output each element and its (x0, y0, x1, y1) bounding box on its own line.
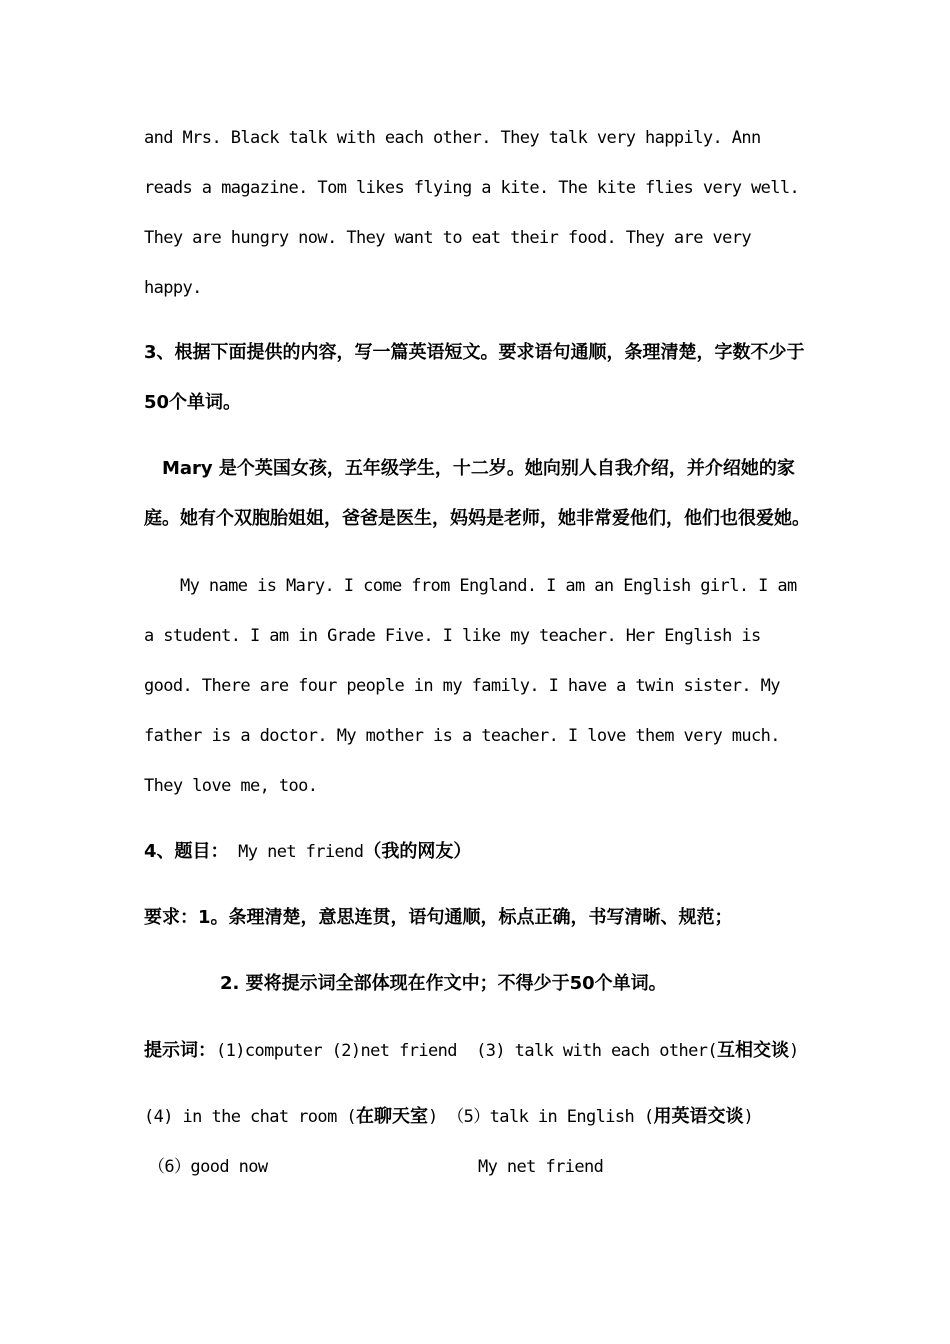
hint-line-1 (144, 1039, 799, 1063)
passage-line: reads a magazine. Tom likes flying a kite. The kite flies very well. (144, 178, 800, 198)
passage-line: happy. (144, 278, 202, 298)
hint-cn: 用英语交谈 (653, 1106, 744, 1127)
question3-prompt-cont: 50个单词。 (144, 392, 242, 413)
hint-text: (1)computer (2)net friend (3) talk with each other( (216, 1041, 718, 1061)
hints-label: 提示词： (144, 1040, 216, 1061)
question4-number: 4、题目： (144, 841, 229, 862)
passage-line: and Mrs. Black talk with each other. They talk very happily. Ann (144, 128, 761, 148)
question3-info: Mary 是个英国女孩，五年级学生，十二岁。她向别人自我介绍，并介绍她的家 (162, 458, 795, 479)
essay-title: My net friend (478, 1157, 604, 1177)
answer-line: My name is Mary. I come from England. I am an English girl. I am (180, 576, 797, 596)
answer-line: They love me, too. (144, 776, 318, 796)
question4-title-en: My net friend (228, 842, 364, 862)
hint-cn: 在聊天室 (355, 1106, 428, 1127)
hint-text: ) (743, 1107, 754, 1127)
hint-line-2 (144, 1105, 753, 1129)
passage-line: They are hungry now. They want to eat their food. They are very (144, 228, 751, 248)
answer-line: father is a doctor. My mother is a teacher. I love them very much. (144, 726, 780, 746)
question4-title-cn: （我的网友） (363, 841, 472, 862)
hint-text: ) （5）talk in English ( (427, 1107, 654, 1127)
question3-prompt: 3、根据下面提供的内容，写一篇英语短文。要求语句通顺，条理清楚，字数不少于 (144, 342, 805, 363)
hint-line-3: （6）good now (148, 1157, 268, 1177)
hint-text: ) (789, 1041, 799, 1061)
hint-cn: 互相交谈 (717, 1040, 790, 1061)
question4-requirement-1: 要求：1。条理清楚，意思连贯，语句通顺，标点正确，书写清晰、规范； (144, 907, 733, 928)
hint-text: (4) in the chat room ( (144, 1107, 356, 1127)
answer-line: a student. I am in Grade Five. I like my teacher. Her English is (144, 626, 761, 646)
answer-line: good. There are four people in my family. I have a twin sister. My (144, 676, 780, 696)
question4-title (144, 840, 471, 864)
question3-info-cont: 庭。她有个双胞胎姐姐，爸爸是医生，妈妈是老师，她非常爱他们，他们也很爱她。 (144, 508, 810, 529)
question4-requirement-2: 2. 要将提示词全部体现在作文中；不得少于50个单词。 (220, 973, 667, 994)
